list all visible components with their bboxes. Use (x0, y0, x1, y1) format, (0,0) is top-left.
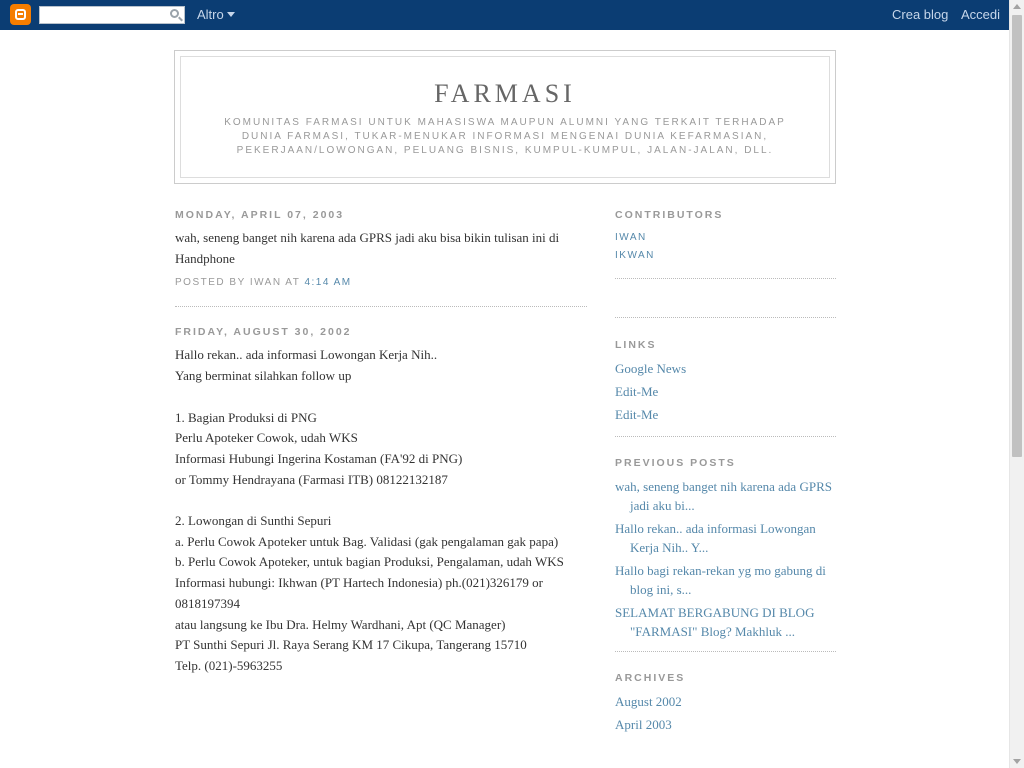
post-footer (175, 277, 587, 307)
contributors-list (615, 229, 836, 265)
search-box[interactable] (39, 6, 185, 24)
search-input[interactable] (44, 10, 164, 24)
post-line: Informasi hubungi: Ikhwan (PT Hartech Indonesia) ph.(021)326179 or 0818197394 (175, 575, 544, 611)
scroll-up-arrow-icon[interactable] (1013, 4, 1021, 9)
line-break (175, 387, 587, 408)
post-line: b. Perlu Cowok Apoteker, untuk bagian Produksi, Pengalaman, udah WKS (175, 554, 564, 570)
main-content (175, 206, 587, 677)
contributor-link[interactable]: IWAN (615, 232, 647, 243)
divider (615, 278, 836, 279)
sidebar-link-edit-me[interactable]: Edit-Me (615, 384, 659, 399)
sidebar (615, 206, 836, 736)
sidebar-link-edit-me[interactable]: Edit-Me (615, 407, 659, 422)
links-list (615, 357, 836, 426)
contributor-link[interactable]: IKWAN (615, 250, 655, 261)
post-author: POSTED BY IWAN AT (175, 277, 301, 289)
archives-list (615, 690, 836, 736)
scrollbar-thumb[interactable] (1012, 15, 1022, 457)
divider (615, 651, 836, 652)
blog-title[interactable]: FARMASI (434, 79, 576, 108)
post-line: Hallo rekan.. ada informasi Lowongan Kerja Nih.. (175, 347, 438, 363)
archives-heading: ARCHIVES (615, 672, 686, 684)
post-text: wah, seneng banget nih karena ada GPRS jadi aku bisa bikin tulisan ini di Handphone (175, 230, 560, 266)
post-line: Perlu Apoteker Cowok, udah WKS (175, 430, 358, 446)
search-icon[interactable] (170, 9, 179, 18)
divider (615, 436, 836, 437)
previous-post-link[interactable]: wah, seneng banget nih karena ada GPRS jadi aku bi... (615, 479, 832, 513)
sidebar-link-google-news[interactable]: Google News (615, 361, 687, 376)
previous-post-link[interactable]: SELAMAT BERGABUNG DI BLOG "FARMASI" Blog? Makhluk ... (615, 605, 815, 639)
post-line: PT Sunthi Sepuri Jl. Raya Serang KM 17 Cikupa, Tangerang 15710 (175, 637, 527, 653)
post-date: MONDAY, APRIL 07, 2003 (175, 209, 345, 221)
blog-description: KOMUNITAS FARMASI UNTUK MAHASISWA MAUPUN ALUMNI YANG TERKAIT TERHADAP DUNIA FARMASI, TUKAR-MENUKAR INFORMASI MENGENAI DUNIA KEFARMASIAN, PEKERJAAN/LOWONGAN, PELUANG BISNIS, KUMPUL-KUMPUL, JALAN-JALAN, DLL. (224, 117, 786, 156)
line-break (175, 490, 587, 511)
post-line: 2. Lowongan di Sunthi Sepuri (175, 513, 332, 528)
more-menu[interactable] (197, 7, 235, 22)
previous-post-link[interactable]: Hallo bagi rekan-rekan yg mo gabung di blog ini, s... (615, 563, 826, 597)
divider (615, 317, 836, 318)
post-date: FRIDAY, AUGUST 30, 2002 (175, 326, 352, 339)
archive-link[interactable]: April 2003 (615, 717, 672, 732)
blog-header (174, 50, 836, 184)
previous-posts-heading: PREVIOUS POSTS (615, 457, 736, 469)
post-line: 1. Bagian Produksi di PNG (175, 409, 317, 425)
scrollbar[interactable] (1009, 0, 1024, 768)
caret-down-icon (227, 12, 235, 17)
post-line: Informasi Hubungi Ingerina Kostaman (FA'92 di PNG) (175, 450, 463, 466)
post-body (175, 228, 587, 269)
post-line: atau langsung ke Ibu Dra. Helmy Wardhani, Apt (QC Manager) (175, 616, 506, 632)
post-line: Telp. (021)-5963255 (175, 657, 283, 673)
post-permalink[interactable]: 4:14 AM (304, 277, 352, 289)
archive-link[interactable]: August 2002 (615, 694, 682, 709)
previous-post-link[interactable]: Hallo rekan.. ada informasi Lowongan Kerja Nih.. Y... (615, 521, 816, 555)
post (175, 206, 587, 307)
blogger-navbar (0, 0, 1009, 30)
header-inner-frame (180, 56, 830, 178)
post-line: Yang berminat silahkan follow up (175, 368, 352, 384)
contributors-heading: CONTRIBUTORS (615, 209, 724, 221)
previous-posts-list (615, 477, 836, 641)
create-blog-link[interactable]: Crea blog (892, 7, 949, 22)
post-line: or Tommy Hendrayana (Farmasi ITB) 08122132187 (175, 471, 448, 487)
login-link[interactable]: Accedi (961, 7, 1001, 22)
scroll-down-arrow-icon[interactable] (1013, 759, 1021, 764)
blogger-logo-icon[interactable] (10, 4, 31, 25)
post-line: a. Perlu Cowok Apoteker untuk Bag. Validasi (gak pengalaman gak papa) (175, 533, 559, 549)
post (175, 323, 587, 676)
links-heading: LINKS (615, 339, 657, 351)
post-body (175, 345, 587, 676)
more-label: Altro (197, 7, 224, 22)
